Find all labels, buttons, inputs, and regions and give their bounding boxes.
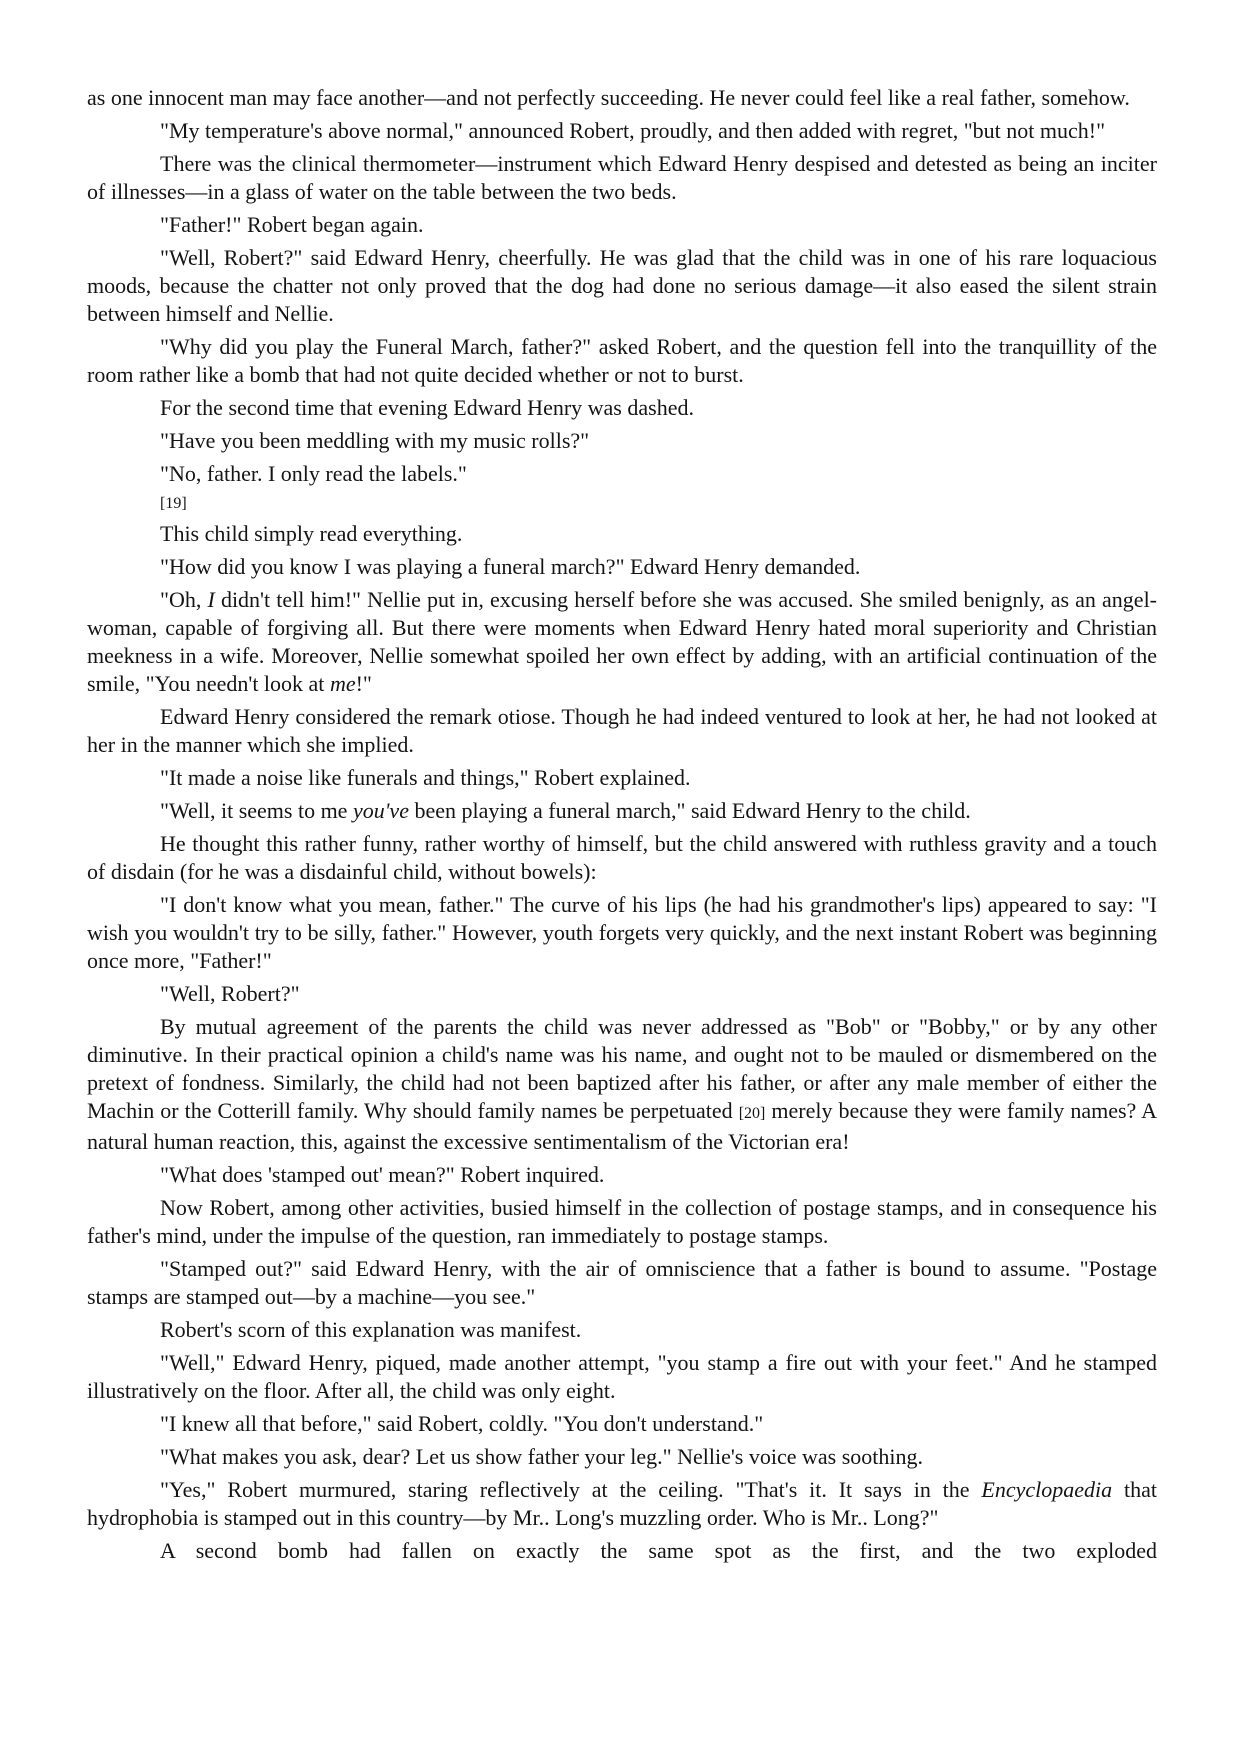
paragraph: "It made a noise like funerals and things," Robert explained. [160,765,691,790]
page-number-marker: [20] [738,1105,766,1122]
paragraph [87,797,1157,825]
text-run: been playing a funeral march," said Edward Henry to the child. [408,798,971,823]
paragraph: This child simply read everything. [160,521,463,546]
paragraph: "Well, Robert?" [160,981,300,1006]
paragraph [87,1013,1157,1156]
paragraph: "Have you been meddling with my music rolls?" [160,428,590,453]
paragraph: There was the clinical thermometer—instrument which Edward Henry despised and detested as being an inciter of illnesses—in a glass of water on the table between the two beds. [87,151,1157,204]
paragraph: Edward Henry considered the remark otiose. Though he had indeed ventured to look at her, he had not looked at her in the manner which she implied. [87,704,1157,757]
text-run: that hydrophobia is stamped out in this country—by Mr.. Long's muzzling order. Who is Mr.. Long?" [87,1477,1157,1530]
paragraph [87,1476,1157,1532]
italic-text: I [207,587,215,612]
paragraph [87,586,1157,698]
italic-text: me [329,671,356,696]
paragraph: "My temperature's above normal," announced Robert, proudly, and then added with regret, "but not much!" [160,118,1106,143]
text-run: "Yes," Robert murmured, staring reflectively at the ceiling. "That's it. It says in the [160,1477,982,1502]
paragraph: "What makes you ask, dear? Let us show father your leg." Nellie's voice was soothing. [160,1444,923,1469]
italic-text: you've [352,798,409,823]
italic-text: Encyclopaedia [981,1477,1113,1502]
paragraph: "What does 'stamped out' mean?" Robert inquired. [160,1162,605,1187]
paragraph: Robert's scorn of this explanation was manifest. [160,1317,582,1342]
paragraph: "Stamped out?" said Edward Henry, with the air of omniscience that a father is bound to assume. "Postage stamps are stamped out—by a machine—you see." [87,1256,1157,1309]
text-run: By mutual agreement of the parents the child was never addressed as "Bob" or "Bobby," or by any other diminutive. In their practical opinion a child's name was his name, and ought not to be mauled or dismembered on the pretext of fondness. Similarly, the child had not been baptized after his father, or after any male member of either the Machin or the Cotterill family. Why should family names be perpetuated [87,1014,1157,1123]
paragraph: "Well," Edward Henry, piqued, made another attempt, "you stamp a fire out with your feet." And he stamped illustratively on the floor. After all, the child was only eight. [87,1350,1157,1403]
book-page [87,84,1157,1570]
text-run: merely because they were family names? A natural human reaction, this, against the excessive sentimentalism of the Victorian era! [87,1098,1158,1154]
paragraph: "Father!" Robert began again. [160,212,424,237]
page-number-marker: [19] [160,495,187,512]
paragraph: A second bomb had fallen on exactly the same spot as the first, and the two exploded [160,1538,1157,1563]
paragraph: Now Robert, among other activities, busied himself in the collection of postage stamps, and in consequence his father's mind, under the impulse of the question, ran immediately to postage stamps. [87,1195,1157,1248]
paragraph: "I don't know what you mean, father." The curve of his lips (he had his grandmother's lips) appeared to say: "I wish you wouldn't try to be silly, father." However, youth forgets very quickly, and the next instant Robert was beginning once more, "Father!" [87,892,1157,973]
text-run: didn't tell him!" Nellie put in, excusing herself before she was accused. She smiled benignly, as an angel-woman, capable of forgiving all. But there were moments when Edward Henry hated moral superiority and Christian meekness in a wife. Moreover, Nellie somewhat spoiled her own effect by adding, with an artificial continuation of the smile, "You needn't look at [87,587,1158,696]
paragraph: For the second time that evening Edward Henry was dashed. [160,395,694,420]
paragraph: "I knew all that before," said Robert, coldly. "You don't understand." [160,1411,764,1436]
paragraph: "How did you know I was playing a funeral march?" Edward Henry demanded. [160,554,861,579]
paragraph: "Why did you play the Funeral March, father?" asked Robert, and the question fell into the tranquillity of the room rather like a bomb that had not quite decided whether or not to burst. [87,334,1157,387]
text-run: !" [355,671,372,696]
paragraph: He thought this rather funny, rather worthy of himself, but the child answered with ruthless gravity and a touch of disdain (for he was a disdainful child, without bowels): [87,831,1157,884]
text-run: "Oh, [160,587,208,612]
paragraph: "No, father. I only read the labels." [160,461,467,486]
paragraph: "Well, Robert?" said Edward Henry, cheerfully. He was glad that the child was in one of his rare loquacious moods, because the chatter not only proved that the dog had done no serious damage—it also eased the silent strain between himself and Nellie. [87,245,1157,326]
paragraph: as one innocent man may face another—and not perfectly succeeding. He never could feel like a real father, somehow. [87,85,1130,110]
text-run: "Well, it seems to me [160,798,353,823]
